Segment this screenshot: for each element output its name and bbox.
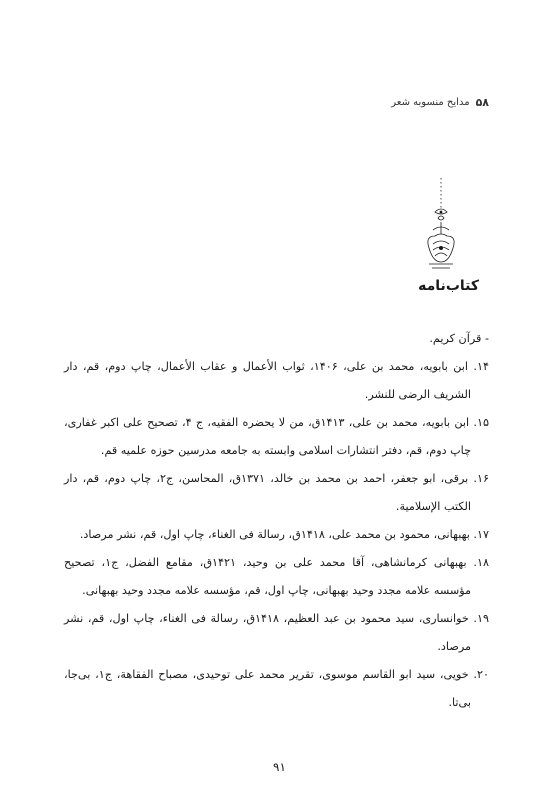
reference-list xyxy=(64,325,489,717)
reference-text: قرآن کریم. xyxy=(429,332,482,345)
section-title: کتاب‌نامه xyxy=(418,278,479,294)
reference-item xyxy=(64,325,489,353)
reference-item xyxy=(64,521,489,549)
reference-number: ۱۴. xyxy=(473,360,489,373)
reference-text: ابن بابویه، محمد بن علی، ۱۴۰۶، ثواب الأعمال و عقاب الأعمال، چاپ دوم، قم، دار الشریف الرضی للنشر. xyxy=(64,360,471,401)
reference-text: خویی، سید ابو القاسم موسوی، تقریر محمد علی توحیدی، مصباح الفقاهة، ج۱، بی‌جا، بی‌تا. xyxy=(64,668,471,709)
reference-item xyxy=(64,661,489,717)
reference-item xyxy=(64,549,489,605)
reference-item xyxy=(64,465,489,521)
reference-number: ۱۸. xyxy=(473,556,490,569)
reference-number: - xyxy=(484,332,489,345)
reference-number: ۱۹. xyxy=(473,612,489,625)
reference-text: برقی، ابو جعفر، احمد بن محمد بن خالد، ۱۳۷۱ق، المحاسن، ج۲، چاپ دوم، قم، دار الکتب الإسلامیة. xyxy=(64,472,471,513)
reference-number: ۱۵. xyxy=(473,416,490,429)
reference-number: ۲۰. xyxy=(473,668,489,681)
floral-finial-ornament-icon xyxy=(421,178,461,278)
reference-text: خوانساری، سید محمود بن عبد العظیم، ۱۴۱۸ق، رسالة فی الغناء، چاپ اول، قم، نشر مرصاد. xyxy=(64,612,471,653)
reference-text: بهبهانی، محمود بن محمد علی، ۱۴۱۸ق، رسالة فی الغناء، چاپ اول، قم، نشر مرصاد. xyxy=(79,528,470,541)
running-header xyxy=(391,96,489,109)
header-page-marker: ۵۸ xyxy=(475,96,489,109)
running-title: مدایح منسوبه شعر xyxy=(391,97,470,108)
reference-item xyxy=(64,605,489,661)
reference-item xyxy=(64,353,489,409)
page-number: ۹۱ xyxy=(273,760,286,774)
reference-number: ۱۶. xyxy=(473,472,490,485)
reference-number: ۱۷. xyxy=(473,528,489,541)
reference-text: ابن بابویه، محمد بن علی، ۱۴۱۳ق، من لا یحضره الفقیه، ج ۴، تصحیح علی اکبر غفاری، چاپ دوم، قم، دفتر انتشارات اسلامی وابسته به جامعه مدرسین حوزه علمیه قم. xyxy=(64,416,471,457)
reference-text: بهبهانی کرمانشاهی، آقا محمد علی بن وحید، ۱۴۲۱ق، مقامع الفضل، ج۱، تصحیح مؤسسه علامه مجدد وحید بهبهانی، چاپ اول، قم، مؤسسه علامه مجدد وحید بهبهانی. xyxy=(64,556,471,597)
reference-item xyxy=(64,409,489,465)
